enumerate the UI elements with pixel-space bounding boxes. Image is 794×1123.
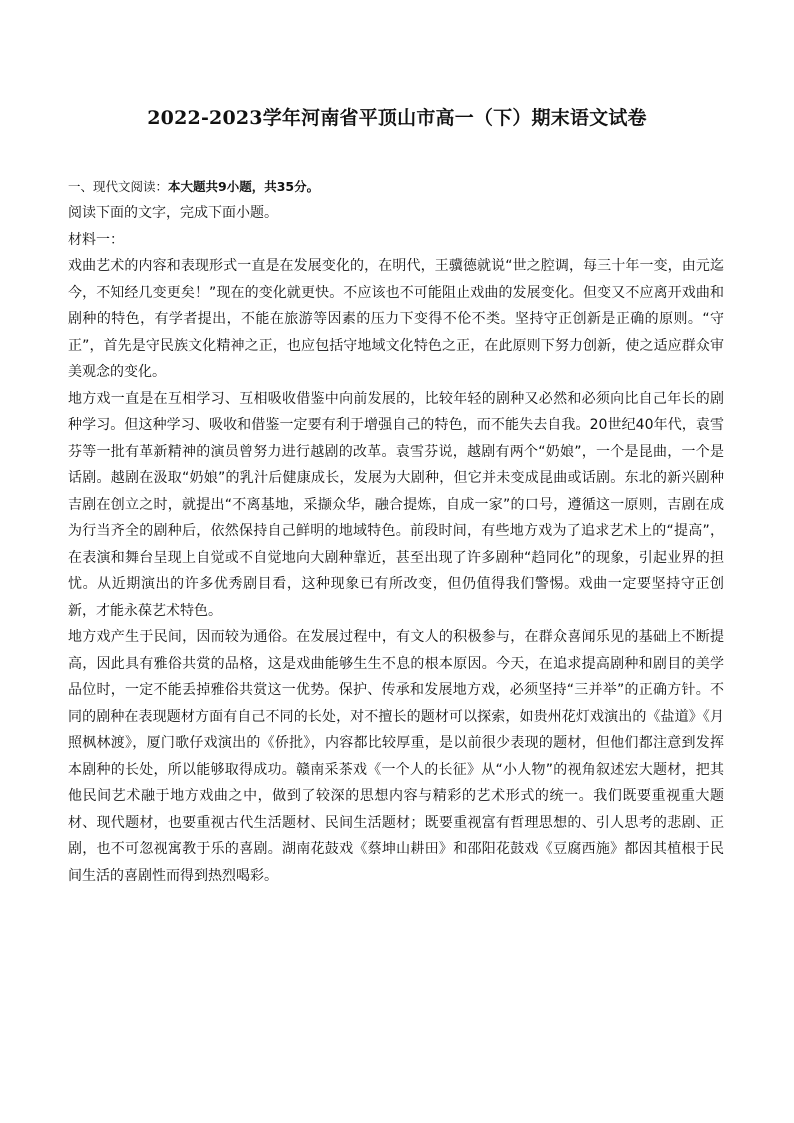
instruction-text: 阅读下面的文字，完成下面小题。 (68, 205, 278, 221)
document-body (68, 174, 724, 889)
material-label: 材料一： (68, 231, 124, 248)
body-paragraph: 地方戏一直是在互相学习、互相吸收借鉴中向前发展的，比较年轻的剧种又必然和必须向比自己年长的剧种学习。但这种学习、吸收和借鉴一定要有利于增强自己的特色，而不能失去自我。20世纪40年代，袁雪芬等一批有革新精神的演员曾努力进行越剧的改革。袁雪芬说，越剧有两个“奶娘”，一个是昆曲，一个是话剧。越剧在汲取“奶娘”的乳汁后健康成长，发展为大剧种，但它并未变成昆曲或话剧。东北的新兴剧种吉剧在创立之时，就提出“不离基地，采撷众华，融合提炼，自成一家”的口号，遵循这一原则，吉剧在成为行当齐全的剧种后，依然保持自己鲜明的地域特色。前段时间，有些地方戏为了追求艺术上的“提高”，在表演和舞台呈现上自觉或不自觉地向大剧种靠近，甚至出现了许多剧种“趋同化”的现象，引起业界的担忧。从近期演出的许多优秀剧目看，这种现象已有所改变，但仍值得我们警惕。戏曲一定要坚持守正创新，才能永葆艺术特色。 (68, 390, 724, 619)
body-paragraph: 地方戏产生于民间，因而较为通俗。在发展过程中，有文人的积极参与，在群众喜闻乐见的基础上不断提高，因此具有雅俗共赏的品格，这是戏曲能够生生不息的根本原因。今天，在追求提高剧种和剧目的美学品位时，一定不能丢掉雅俗共赏这一优势。保护、传承和发展地方戏，必须坚持“三并举”的正确方针。不同的剧种在表现题材方面有自己不同的长处，对不擅长的题材可以探索，如贵州花灯戏演出的《盐道》《月照枫林渡》，厦门歌仔戏演出的《侨批》，内容都比较厚重，是以前很少表现的题材，但他们都注意到发挥本剧种的长处，所以能够取得成功。赣南采茶戏《一个人的长征》从“小人物”的视角叙述宏大题材，把其他民间艺术融于地方戏曲之中，做到了较深的思想内容与精彩的艺术形式的统一。我们既要重视重大题材、现代题材，也要重视古代生活题材、民间生活题材；既要重视富有哲理思想的、引人思考的悲剧、正剧，也不可忽视寓教于乐的喜剧。湖南花鼓戏《蔡坤山耕田》和邵阳花鼓戏《豆腐西施》都因其植根于民间生活的喜剧性而得到热烈喝彩。 (68, 629, 724, 884)
section-prefix: 一、现代文阅读： (68, 179, 169, 194)
body-paragraph: 戏曲艺术的内容和表现形式一直是在发展变化的，在明代，王骥德就说“世之腔调，每三十年一变，由元迄今，不知经几变更矣！”现在的变化就更快。不应该也不可能阻止戏曲的发展变化。但变又不应离开戏曲和剧种的特色，有学者提出，不能在旅游等因素的压力下变得不伦不类。坚持守正创新是正确的原则。“守正”，首先是守民族文化精神之正，也应包括守地域文化特色之正，在此原则下努力创新，使之适应群众审美观念的变化。 (68, 258, 724, 380)
page-title: 2022-2023学年河南省平顶山市高一（下）期末语文试卷 (147, 107, 647, 129)
section-info: 本大题共9小题，共35分。 (168, 179, 320, 194)
section-heading (68, 174, 724, 200)
